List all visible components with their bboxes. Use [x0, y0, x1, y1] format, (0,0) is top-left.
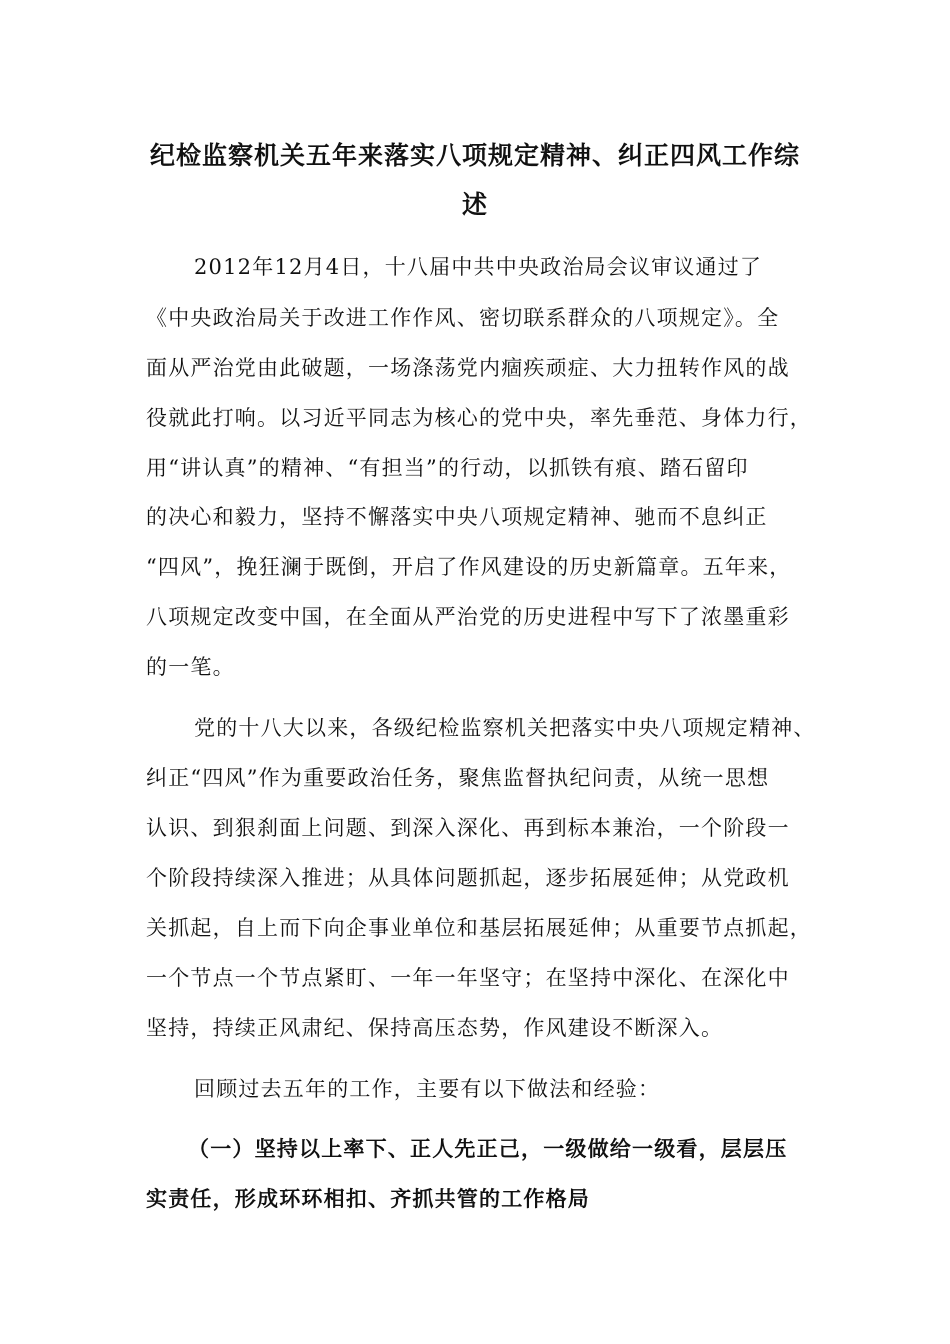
paragraph-1-line-8: 八项规定改变中国，在全面从严治党的历史进程中写下了浓墨重彩 [146, 605, 790, 629]
paragraph-1-line-6: 的决心和毅力，坚持不懈落实中央八项规定精神、驰而不息纠正 [146, 505, 768, 529]
document-title-line-2: 述 [461, 190, 488, 219]
section-heading-line-2: 实责任，形成环环相扣、齐抓共管的工作格局 [146, 1187, 590, 1211]
paragraph-1-line-3: 面从严治党由此破题，一场涤荡党内痼疾顽症、大力扭转作风的战 [146, 356, 790, 380]
paragraph-2-line-2: 纠正“四风”作为重要政治任务，聚焦监督执纪问责，从统一思想 [146, 766, 770, 790]
paragraph-1-line-1: 2012年12月4日，十八届中共中央政治局会议审议通过了 [194, 255, 763, 279]
section-heading-line-1: （一）坚持以上率下、正人先正己，一级做给一级看，层层压 [188, 1137, 788, 1161]
paragraph-1-line-2: 《中央政治局关于改进工作作风、密切联系群众的八项规定》。全 [146, 306, 780, 330]
paragraph-1-line-4: 役就此打响。以习近平同志为核心的党中央，率先垂范、身体力行， [146, 406, 812, 430]
paragraph-2-line-1: 党的十八大以来，各级纪检监察机关把落实中央八项规定精神、 [194, 716, 816, 740]
paragraph-1-line-5: 用“讲认真”的精神、“有担当”的行动，以抓铁有痕、踏石留印 [146, 456, 749, 480]
paragraph-2-line-5: 关抓起，自上而下向企事业单位和基层拓展延伸；从重要节点抓起， [146, 916, 812, 940]
paragraph-2-line-6: 一个节点一个节点紧盯、一年一年坚守；在坚持中深化、在深化中 [146, 966, 790, 990]
paragraph-2-line-4: 个阶段持续深入推进；从具体问题抓起，逐步拓展延伸；从党政机 [146, 866, 790, 890]
paragraph-1-line-9: 的一笔。 [146, 655, 235, 679]
paragraph-2-line-7: 坚持，持续正风肃纪、保持高压态势，作风建设不断深入。 [146, 1016, 724, 1040]
paragraph-3-line-1: 回顾过去五年的工作，主要有以下做法和经验： [194, 1077, 661, 1101]
paragraph-1-line-7: “四风”，挽狂澜于既倒，开启了作风建设的历史新篇章。五年来， [146, 555, 792, 579]
document-title-line-1: 纪检监察机关五年来落实八项规定精神、纠正四风工作综 [149, 141, 800, 170]
paragraph-2-line-3: 认识、到狠刹面上问题、到深入深化、再到标本兼治，一个阶段一 [146, 816, 790, 840]
